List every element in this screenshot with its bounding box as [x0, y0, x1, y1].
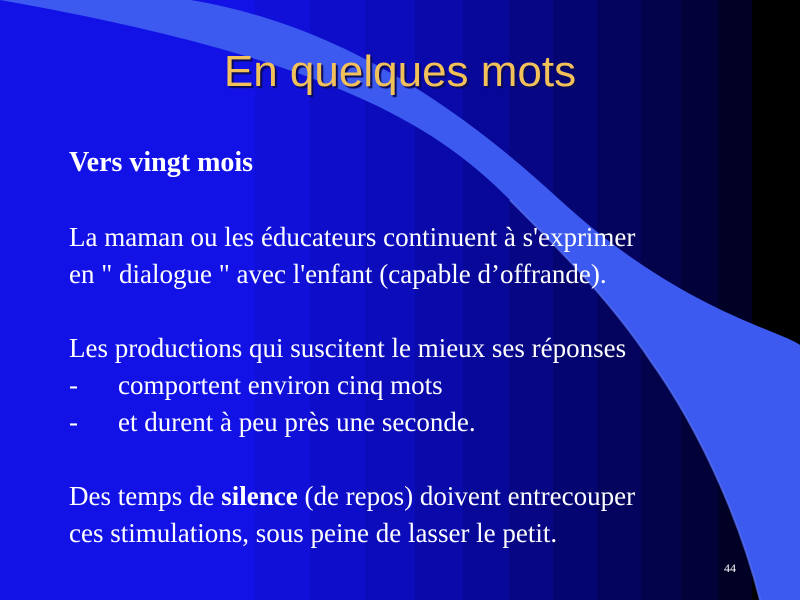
- paragraph-3-before: Des temps de: [69, 481, 222, 511]
- paragraph-3-after: (de repos) doivent entrecouper: [297, 481, 636, 511]
- bullet-item: [69, 367, 769, 404]
- bullet-item: [69, 404, 769, 441]
- bullet-marker: -: [69, 407, 78, 437]
- paragraph-3-line-1: [69, 478, 769, 515]
- paragraph-1-line-1: La maman ou les éducateurs continuent à s'exprimer: [69, 222, 636, 252]
- spacer: [69, 441, 769, 478]
- paragraph-1-line-2: en " dialogue " avec l'enfant (capable d’offrande).: [69, 259, 607, 289]
- spacer: [69, 182, 769, 219]
- slide-title: En quelques mots: [223, 47, 577, 96]
- slide-subtitle: Vers vingt mois: [69, 147, 254, 178]
- paragraph-3-line-2: ces stimulations, sous peine de lasser le petit.: [69, 518, 558, 548]
- bullet-text: et durent à peu près une seconde.: [118, 407, 476, 437]
- bullet-marker: -: [69, 370, 78, 400]
- page-number: 44: [724, 561, 736, 575]
- bullet-text: comportent environ cinq mots: [118, 370, 443, 400]
- spacer: [69, 293, 769, 330]
- slide-body: [69, 144, 769, 552]
- paragraph-3-emphasis: silence: [221, 481, 298, 511]
- paragraph-2-intro: Les productions qui suscitent le mieux ses réponses: [69, 333, 627, 363]
